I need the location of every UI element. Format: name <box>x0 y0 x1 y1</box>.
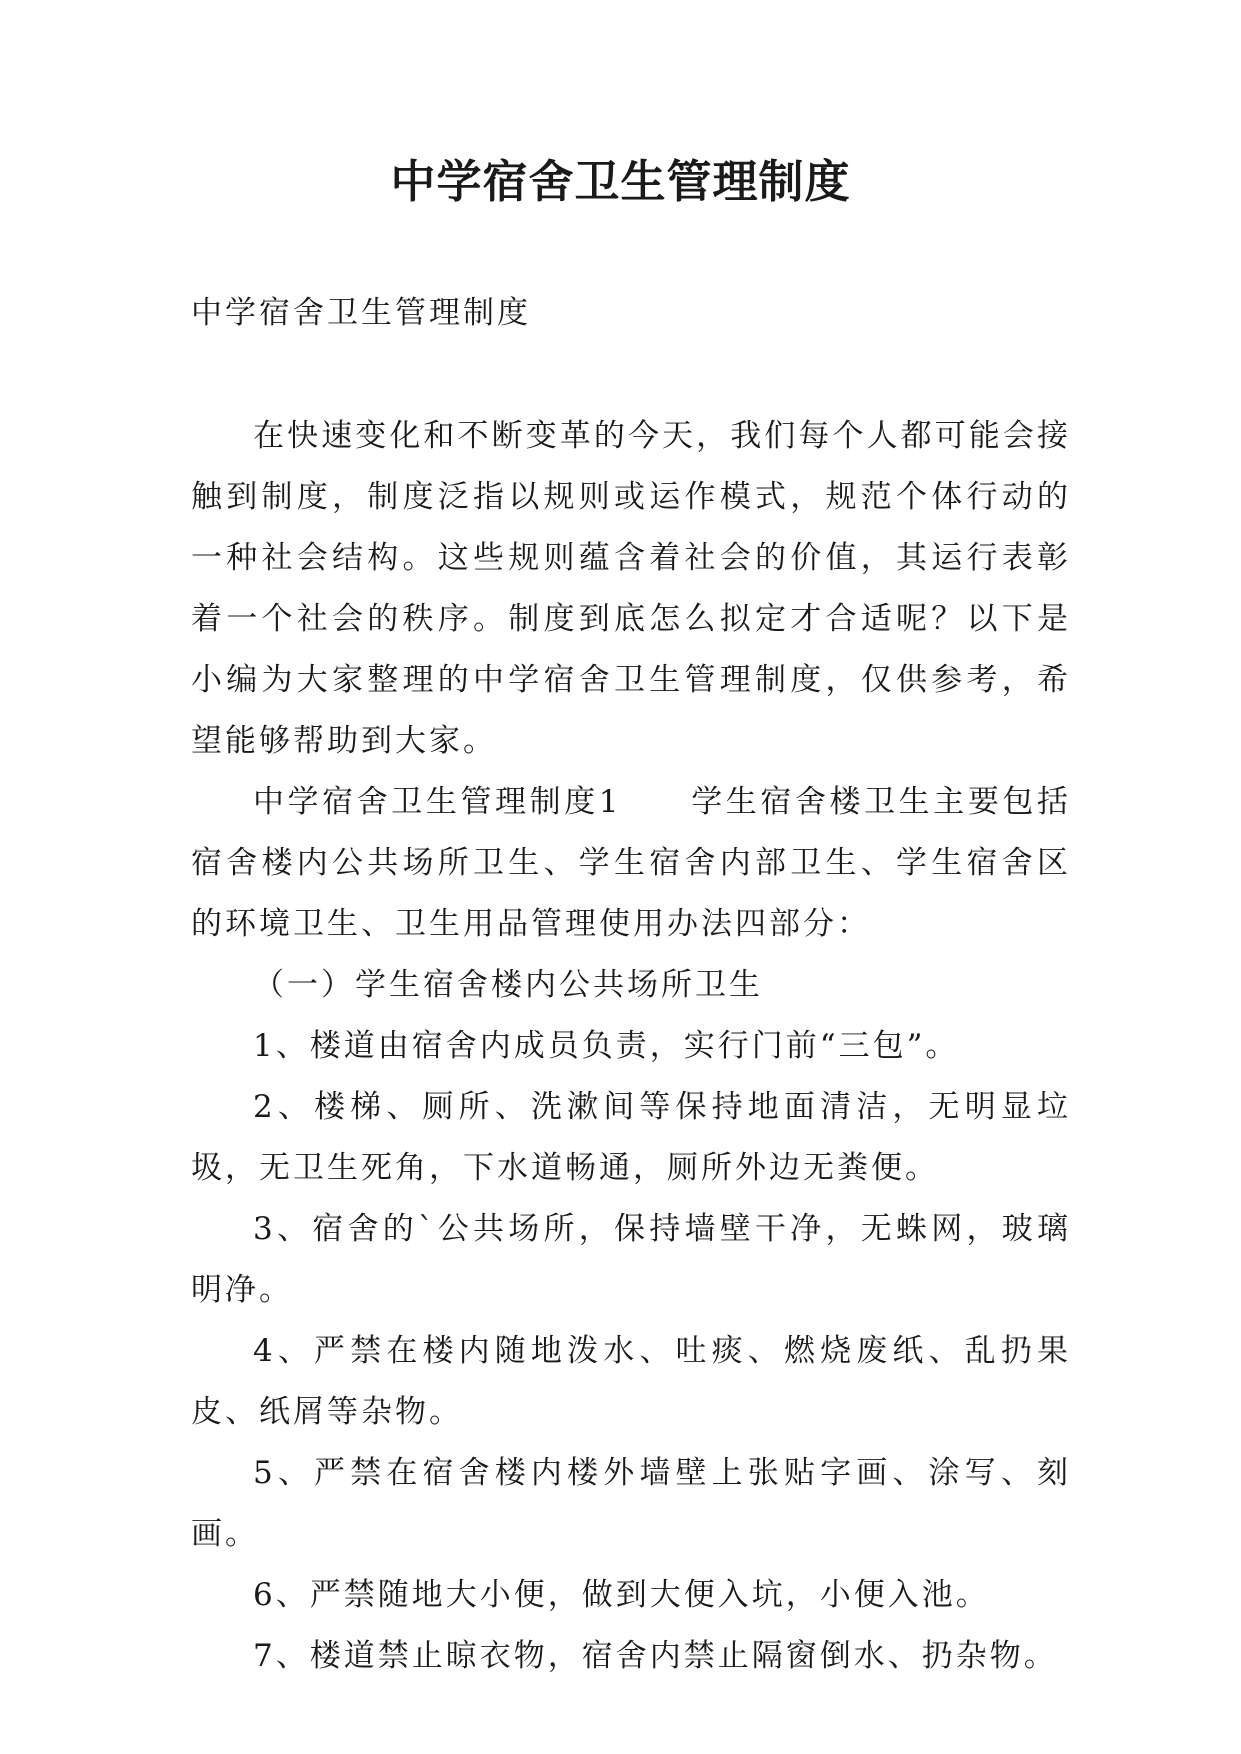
rule-item-3: 3、宿舍的`公共场所，保持墙壁干净，无蛛网，玻璃明净。 <box>191 1211 1071 1308</box>
document-title: 中学宿舍卫生管理制度 <box>390 155 851 208</box>
rule-item-2: 2、楼梯、厕所、洗漱间等保持地面清洁，无明显垃圾，无卫生死角，下水道畅通，厕所外边无粪便。 <box>191 1089 1071 1186</box>
rule-item-1: 1、楼道由宿舍内成员负责，实行门前“三包”。 <box>253 1028 960 1064</box>
rule-item-5: 5、严禁在宿舍楼内楼外墙壁上张贴字画、涂写、刻画。 <box>191 1455 1071 1552</box>
section-1-paragraph: 中学宿舍卫生管理制度1 学生宿舍楼卫生主要包括宿舍楼内公共场所卫生、学生宿舍内部卫生、学生宿舍区的环境卫生、卫生用品管理使用办法四部分： <box>191 784 1071 942</box>
document-subtitle: 中学宿舍卫生管理制度 <box>191 295 531 331</box>
rule-item-6: 6、严禁随地大小便，做到大便入坑，小便入池。 <box>253 1577 990 1613</box>
rule-item-7: 7、楼道禁止晾衣物，宿舍内禁止隔窗倒水、扔杂物。 <box>253 1638 1058 1674</box>
intro-paragraph: 在快速变化和不断变革的今天，我们每个人都可能会接触到制度，制度泛指以规则或运作模式，规范个体行动的一种社会结构。这些规则蕴含着社会的价值，其运行表彰着一个社会的秩序。制度到底怎么拟定才合适呢？以下是小编为大家整理的中学宿舍卫生管理制度，仅供参考，希望能够帮助到大家。 <box>191 418 1071 759</box>
rule-item-4: 4、严禁在楼内随地泼水、吐痰、燃烧废纸、乱扔果皮、纸屑等杂物。 <box>191 1333 1071 1430</box>
section-heading: （一）学生宿舍楼内公共场所卫生 <box>253 967 763 1003</box>
document-body <box>191 406 1071 1687</box>
